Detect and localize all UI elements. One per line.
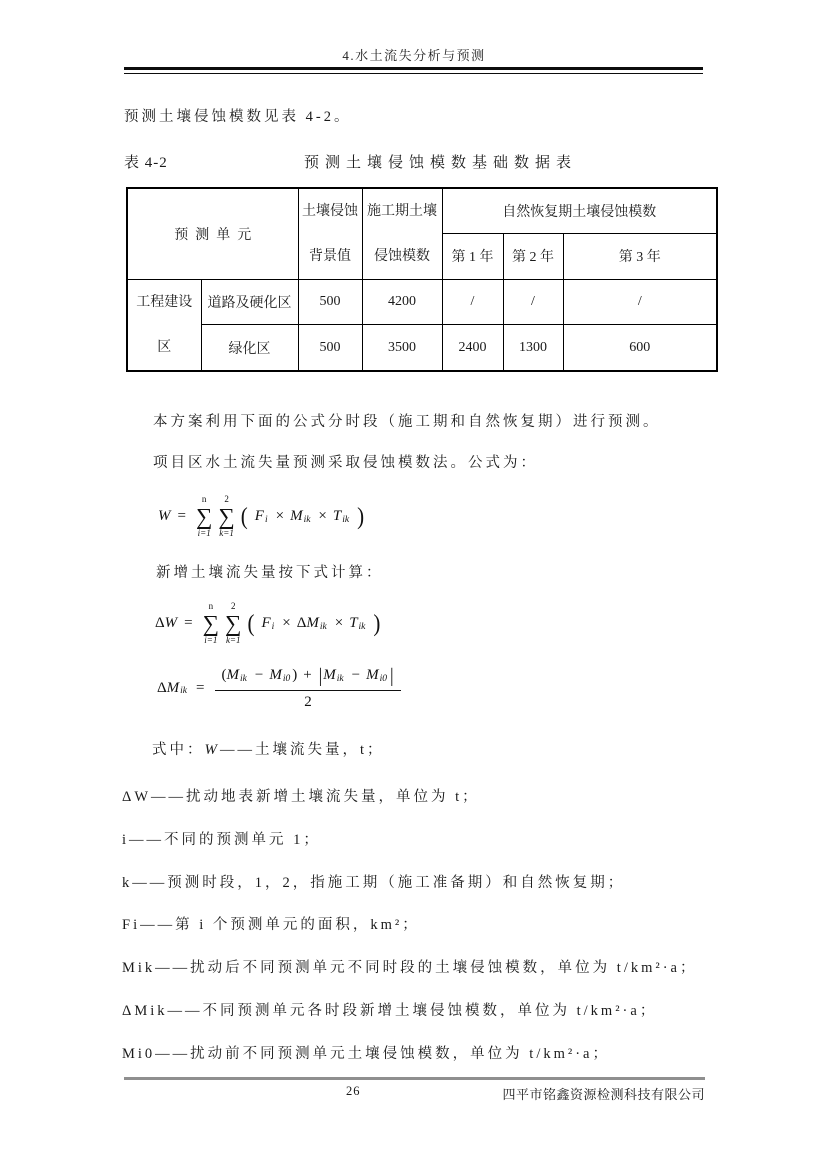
definition-mi0: Mi0——扰动前不同预测单元土壤侵蚀模数，单位为 t/km²·a；	[122, 1046, 610, 1062]
fraction	[215, 665, 400, 711]
sum-operator: n ∑ i=1	[195, 494, 213, 538]
cell-unit-name: 道路及硬化区	[201, 280, 298, 325]
th-construction-line1: 施工期土壤	[367, 204, 437, 219]
cell-bg-value: 500	[298, 280, 362, 325]
footer-divider-rule	[124, 1077, 705, 1080]
th-background-line1: 土壤侵蚀	[302, 204, 358, 219]
sum-operator: n ∑ i=1	[202, 601, 220, 645]
erosion-modulus-table	[126, 187, 718, 372]
sum-operator: 2 ∑ k=1	[225, 601, 242, 645]
table-caption-label: 表 4-2	[124, 155, 168, 171]
th-construction-modulus	[362, 188, 442, 280]
table-row	[127, 280, 717, 325]
cell-bg-value: 500	[298, 325, 362, 371]
definition-fi: Fi——第 i 个预测单元的面积，km²；	[122, 917, 420, 933]
th-year-1: 第 1 年	[442, 233, 503, 279]
th-prediction-unit: 预测单元	[127, 188, 298, 280]
th-construction-line2: 侵蚀模数	[374, 249, 430, 264]
cell-group-line1: 工程建设	[136, 295, 193, 310]
th-year-2: 第 2 年	[503, 233, 563, 279]
paragraph-method-1: 本方案利用下面的公式分时段（施工期和自然恢复期）进行预测。	[153, 414, 661, 430]
th-soil-erosion-background	[298, 188, 362, 280]
sum-operator: 2 ∑ k=1	[218, 494, 235, 538]
page-header-title: 4.水土流失分析与预测	[342, 48, 486, 63]
formula-new-modulus: Δ M $_{ik}$ = ( M $_{ik}$ − M $_{i0}$ ) + | M $_{ik}$ − M $_{i0}$ | 2	[157, 665, 401, 711]
fraction-numerator: ( M $_{ik}$ − M $_{i0}$ ) + | M $_{ik}$ − M $_{i0}$ |	[215, 665, 400, 691]
cell-group-line2: 区	[157, 340, 172, 355]
cell-year3-value: 600	[563, 325, 717, 371]
formula-new-soil-loss: Δ W = n ∑ i=1 2 ∑ k=1 ( F $_i$ × Δ M $_{ik}$ × T $_{ik}$ )	[155, 601, 381, 645]
definition-i: i——不同的预测单元 1；	[122, 832, 321, 848]
cell-group-construction-area	[127, 280, 201, 372]
definition-where: 式中：W ——土壤流失量，t；	[152, 742, 385, 758]
fraction-denominator: 2	[304, 694, 312, 710]
table-caption-title: 预测土壤侵蚀模数基础数据表	[304, 155, 578, 171]
formula-soil-loss: W = n ∑ i=1 2 ∑ k=1 ( F $_i$ × M $_{ik}$ × T $_{ik}$ )	[158, 494, 365, 538]
definition-delta-w: ΔW——扰动地表新增土壤流失量，单位为 t；	[122, 789, 480, 805]
th-year-3: 第 3 年	[563, 233, 717, 279]
definition-mik: Mik——扰动后不同预测单元不同时段的土壤侵蚀模数，单位为 t/km²·a；	[122, 960, 698, 976]
cell-year1-value: 2400	[442, 325, 503, 371]
definition-k: k——预测时段，1，2，指施工期（施工准备期）和自然恢复期；	[122, 875, 626, 891]
page-number: 26	[346, 1084, 361, 1098]
cell-year3-value: /	[563, 280, 717, 325]
cell-year2-value: /	[503, 280, 563, 325]
th-background-line2: 背景值	[309, 249, 351, 264]
cell-constr-value: 3500	[362, 325, 442, 371]
cell-year2-value: 1300	[503, 325, 563, 371]
header-divider-rule	[124, 67, 703, 74]
cell-unit-name: 绿化区	[201, 325, 298, 371]
paragraph-intro: 预测土壤侵蚀模数见表 4-2。	[124, 109, 352, 125]
definition-delta-mik: ΔMik——不同预测单元各时段新增土壤侵蚀模数，单位为 t/km²·a；	[122, 1003, 658, 1019]
th-natural-recovery-modulus: 自然恢复期土壤侵蚀模数	[442, 188, 717, 233]
cell-year1-value: /	[442, 280, 503, 325]
table-row	[127, 325, 717, 371]
footer-company-name: 四平市铭鑫资源检测科技有限公司	[502, 1087, 705, 1102]
paragraph-method-2: 项目区水土流失量预测采取侵蚀模数法。公式为：	[153, 455, 538, 471]
cell-constr-value: 4200	[362, 280, 442, 325]
paragraph-new-loss: 新增土壤流失量按下式计算：	[156, 565, 384, 581]
